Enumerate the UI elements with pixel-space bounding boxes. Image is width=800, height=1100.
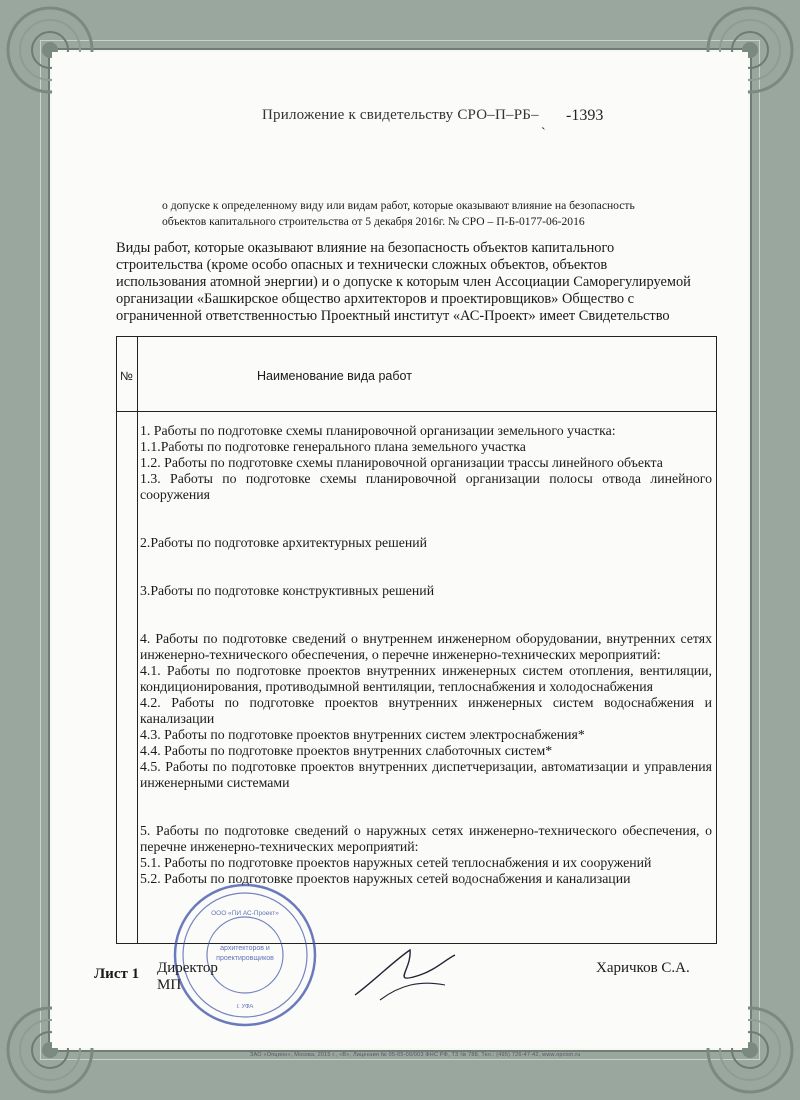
- subheader: [162, 198, 722, 230]
- list-item: 2.Работы по подготовке архитектурных решений: [140, 535, 428, 550]
- director-title: Директор: [157, 960, 218, 976]
- intro-paragraph: [116, 240, 761, 325]
- svg-text:г. УФА: г. УФА: [236, 1004, 254, 1010]
- works-table: [116, 336, 717, 944]
- intro-line: организации «Башкирское общество архитекторов и проектировщиков» Общество с: [116, 291, 635, 307]
- list-item: 1. Работы по подготовке схемы планировочной организации земельного участка:: [140, 423, 616, 438]
- handwritten-signature: [350, 940, 460, 1010]
- subheader-line: объектов капитального строительства от 5 декабря 2016г. № СРО – П-Б-0177-06-2016: [162, 215, 585, 228]
- signer-name: Харичков С.А.: [596, 960, 690, 976]
- intro-line: ограниченной ответственностью Проектный институт «АС-Проект» имеет Свидетельство: [116, 308, 670, 324]
- subheader-line: о допуске к определенному виду или видам работ, которые оказывают влияние на безопасность: [162, 199, 635, 212]
- list-item: 3.Работы по подготовке конструктивных решений: [140, 583, 435, 598]
- seal-place-label: МП: [157, 977, 182, 993]
- printer-line: ЗАО «Опцион», Москва, 2015 г., «В», Лицензия № 05-05-09/003 ФНС РФ, ТЗ № 788, Тел.: (495) 726-47-42, www.opcion.ru: [250, 1052, 581, 1058]
- certificate-number: -1393: [566, 107, 604, 124]
- list-item: 4.5. Работы по подготовке проектов внутренних диспетчеризации, автоматизации и управления инженерными системами: [140, 759, 712, 790]
- svg-text:архитекторов и: архитекторов и: [220, 945, 270, 952]
- list-item: 4.1. Работы по подготовке проектов внутренних инженерных систем отопления, вентиляции, кондиционирования, противодымной вентиляции, теплоснабжения и холодоснабжения: [140, 663, 712, 694]
- list-item: 5.1. Работы по подготовке проектов наружных сетей теплоснабжения и их сооружений: [140, 855, 652, 870]
- intro-line: строительства (кроме особо опасных и технически сложных объектов, объектов: [116, 257, 608, 273]
- svg-text:проектировщиков: проектировщиков: [216, 955, 274, 962]
- sheet-number: Лист 1: [94, 966, 140, 982]
- intro-line: Виды работ, которые оказывают влияние на безопасность объектов капитального: [116, 240, 615, 256]
- director-block: [157, 960, 218, 994]
- list-item: 1.2. Работы по подготовке схемы планировочной организации трассы линейного объекта: [140, 455, 663, 470]
- table-header-row: [117, 337, 716, 412]
- list-item: 4. Работы по подготовке сведений о внутреннем инженерном оборудовании, внутренних сетях инженерно-технического обеспечения, о перечне инженерно-технических мероприятий:: [140, 631, 712, 662]
- round-seal-stamp: [170, 880, 320, 1030]
- list-item: 4.4. Работы по подготовке проектов внутренних слаботочных систем*: [140, 743, 553, 758]
- works-list: [140, 423, 712, 887]
- list-item: 4.2. Работы по подготовке проектов внутренних инженерных систем водоснабжения и канализации: [140, 695, 712, 726]
- column-header-title: Наименование вида работ: [257, 369, 412, 383]
- list-item: 1.1.Работы по подготовке генерального плана земельного участка: [140, 439, 526, 454]
- list-item: 5.2. Работы по подготовке проектов наружных сетей водоснабжения и канализации: [140, 871, 631, 886]
- list-item: 5. Работы по подготовке сведений о наружных сетях инженерно-технического обеспечения, о перечне инженерно-технических мероприятий:: [140, 823, 712, 854]
- column-header-number: №: [120, 369, 133, 383]
- handwritten-mark: `: [541, 126, 546, 141]
- document-header: Приложение к свидетельству СРО–П–РБ–: [262, 107, 539, 123]
- intro-line: использования атомной энергии) и о допуске к которым член Ассоциации Саморегулируемой: [116, 274, 691, 290]
- list-item: 1.3. Работы по подготовке схемы планировочной организации полосы отвода линейного сооружения: [140, 471, 712, 502]
- column-divider: [137, 337, 138, 943]
- svg-text:ООО «ПИ АС-Проект»: ООО «ПИ АС-Проект»: [211, 910, 279, 917]
- list-item: 4.3. Работы по подготовке проектов внутренних систем электроснабжения*: [140, 727, 585, 742]
